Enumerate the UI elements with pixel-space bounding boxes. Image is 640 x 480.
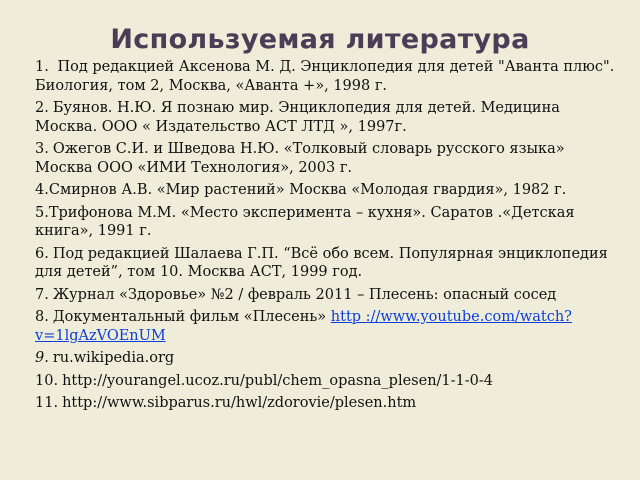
reference-item: [35, 99, 620, 136]
youtube-link[interactable]: http ://www.youtube.com/watch?v=1lgAzVOEnUM: [35, 309, 572, 344]
slide-title: Используемая литература: [110, 24, 530, 55]
reference-item: [35, 140, 620, 177]
reference-number: 9.: [35, 350, 49, 366]
reference-number: 6.: [35, 245, 49, 262]
reference-list: [35, 58, 620, 417]
reference-item: [35, 286, 620, 305]
reference-text: Журнал «Здоровье» №2 / февраль 2011 – Плесень: опасный сосед: [52, 286, 557, 303]
reference-text: Под редакцией Аксенова М. Д. Энциклопедия для детей "Аванта плюс". Биология, том 2, Москва, «Аванта +», 1998 г.: [35, 59, 615, 94]
reference-text: http://www.sibparus.ru/hwl/zdorovie/plesen.htm: [62, 395, 417, 411]
reference-item: [35, 181, 620, 200]
reference-text: Ожегов С.И. и Шведова Н.Ю. «Толковый словарь русского языка» Москва ООО «ИМИ Технология», 2003 г.: [35, 141, 565, 176]
reference-number: 2.: [35, 100, 49, 116]
reference-text: ru.wikipedia.org: [52, 350, 175, 366]
reference-item: [35, 204, 620, 241]
reference-text: Трифонова М.М. «Место эксперимента – кухня». Саратов .«Детская книга», 1991 г.: [35, 204, 575, 239]
reference-number: 7.: [35, 286, 49, 303]
reference-item: [35, 394, 620, 413]
reference-number: 5.: [35, 204, 49, 221]
reference-number: 11.: [35, 395, 59, 411]
reference-text: Документальный фильм «Плесень»: [52, 309, 331, 325]
reference-item: [35, 349, 620, 368]
reference-number: 8.: [35, 309, 49, 325]
reference-item: [35, 245, 620, 282]
reference-text: Буянов. Н.Ю. Я познаю мир. Энциклопедия для детей. Медицина Москва. ООО « Издательство АСТ ЛТД », 1997г.: [35, 100, 560, 135]
reference-number: 3.: [35, 141, 49, 157]
reference-text: Под редакцией Шалаева Г.П. “Всё обо всем. Популярная энциклопедия для детей”, том 10. Москва АСТ, 1999 год.: [35, 245, 608, 280]
reference-item: [35, 58, 620, 95]
reference-item: [35, 372, 620, 391]
reference-item: [35, 308, 620, 345]
reference-number: 4.: [35, 182, 49, 198]
reference-text: http://yourangel.ucoz.ru/publ/chem_opasna_plesen/1-1-0-4: [62, 372, 494, 389]
reference-number: 10.: [35, 372, 59, 389]
reference-number: 1.: [35, 59, 49, 75]
reference-text: Смирнов А.В. «Мир растений» Москва «Молодая гвардия», 1982 г.: [48, 182, 567, 198]
